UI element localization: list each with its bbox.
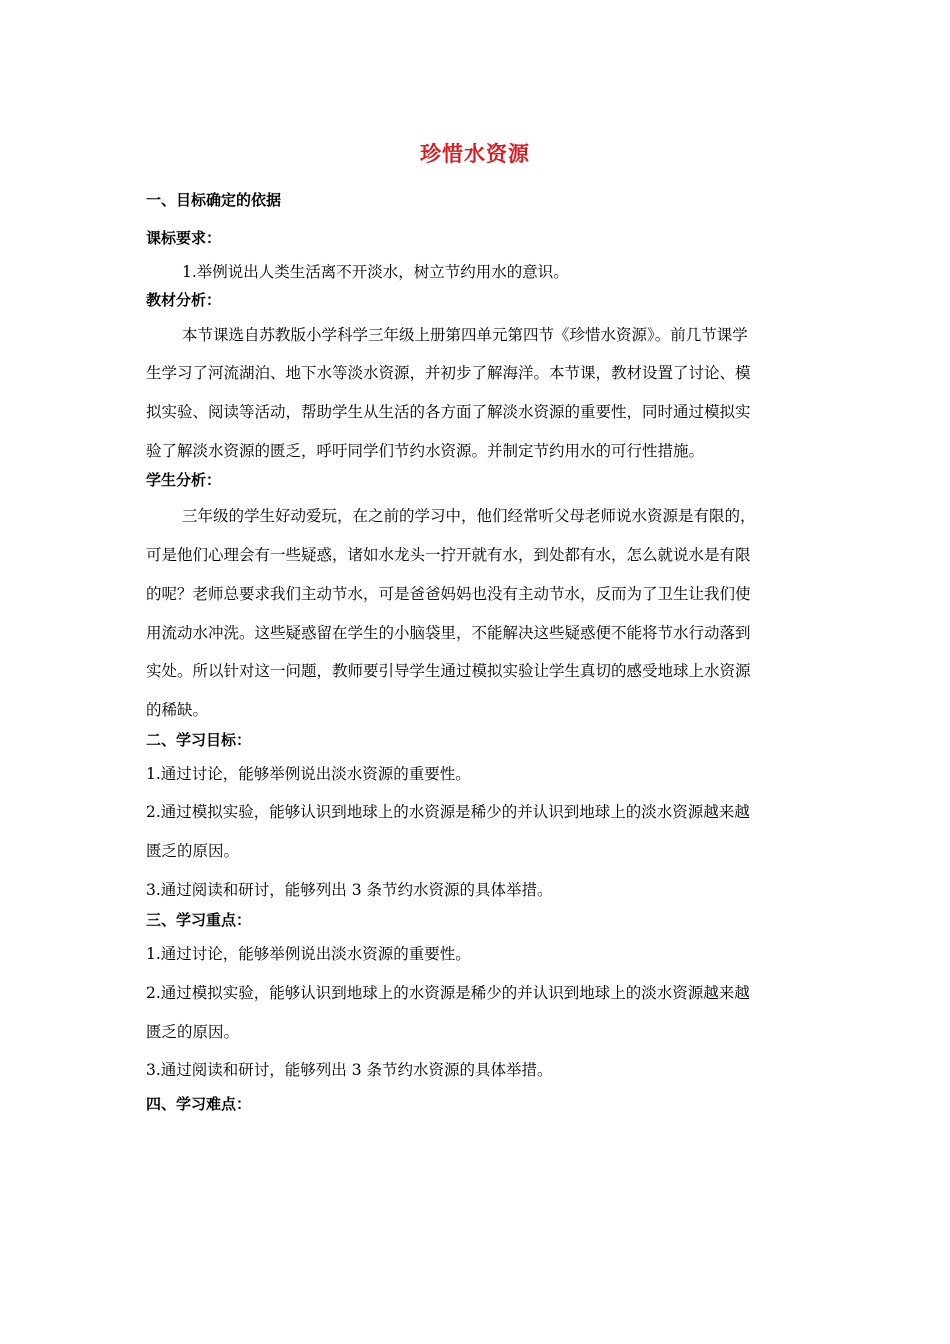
paragraph-line: 实处。所以针对这一问题，教师要引导学生通过模拟实验让学生真切的感受地球上水资源 [146,662,751,681]
subheading-student: 学生分析： [146,471,222,490]
paragraph-line: 生学习了河流湖泊、地下水等淡水资源，并初步了解海洋。本节课，教材设置了讨论、模 [146,364,751,383]
section-heading-difficulty: 四、学习难点： [146,1095,252,1114]
paragraph-line: 用流动水冲洗。这些疑惑留在学生的小脑袋里，不能解决这些疑惑便不能将节水行动落到 [146,623,751,642]
paragraph-line: 本节课选自苏教版小学科学三年级上册第四单元第四节《珍惜水资源》。前几节课学 [182,325,748,344]
paragraph-line: 验了解淡水资源的匮乏，呼吁同学们节约水资源。并制定节约用水的可行性措施。 [146,441,705,460]
textbook-analysis-paragraph [146,316,806,471]
student-analysis-paragraph [146,497,806,729]
list-item: 1.通过讨论，能够举例说出淡水资源的重要性。 [146,764,471,783]
paragraph-line: 拟实验、阅读等活动，帮助学生从生活的各方面了解淡水资源的重要性，同时通过模拟实 [146,403,751,422]
document-title: 珍惜水资源 [420,142,530,166]
paragraph-line: 的稀缺。 [146,700,209,719]
section-heading-basis: 一、目标确定的依据 [146,191,282,209]
list-item: 2.通过模拟实验，能够认识到地球上的水资源是稀少的并认识到地球上的淡水资源越来越 [146,803,750,822]
section-heading-goals: 二、学习目标： [146,730,252,749]
list-item: 3.通过阅读和研讨，能够列出 3 条节约水资源的具体举措。 [146,880,553,899]
list-item: 2.通过模拟实验，能够认识到地球上的水资源是稀少的并认识到地球上的淡水资源越来越 [146,984,750,1002]
paragraph-line: 三年级的学生好动爱玩，在之前的学习中，他们经常听父母老师说水资源是有限的， [182,507,756,526]
paragraph-line: 可是他们心理会有一些疑惑，诸如水龙头一拧开就有水，到处都有水，怎么就说水是有限 [146,546,751,565]
standard-item: 1.举例说出人类生活离不开淡水，树立节约用水的意识。 [182,263,569,281]
goals-list [146,755,806,910]
list-item: 1.通过讨论，能够举例说出淡水资源的重要性。 [146,945,471,964]
paragraph-line: 的呢？老师总要求我们主动节水，可是爸爸妈妈也没有主动节水，反而为了卫生让我们使 [146,584,751,603]
subheading-textbook: 教材分析： [146,290,222,309]
section-heading-focus: 三、学习重点： [146,911,252,930]
list-item: 匮乏的原因。 [146,841,240,860]
focus-list [146,935,806,1090]
list-item: 匮乏的原因。 [146,1022,240,1041]
document-body [146,186,806,1119]
list-item: 3.通过阅读和研讨，能够列出 3 条节约水资源的具体举措。 [146,1061,553,1080]
subheading-standard: 课标要求： [146,229,222,247]
